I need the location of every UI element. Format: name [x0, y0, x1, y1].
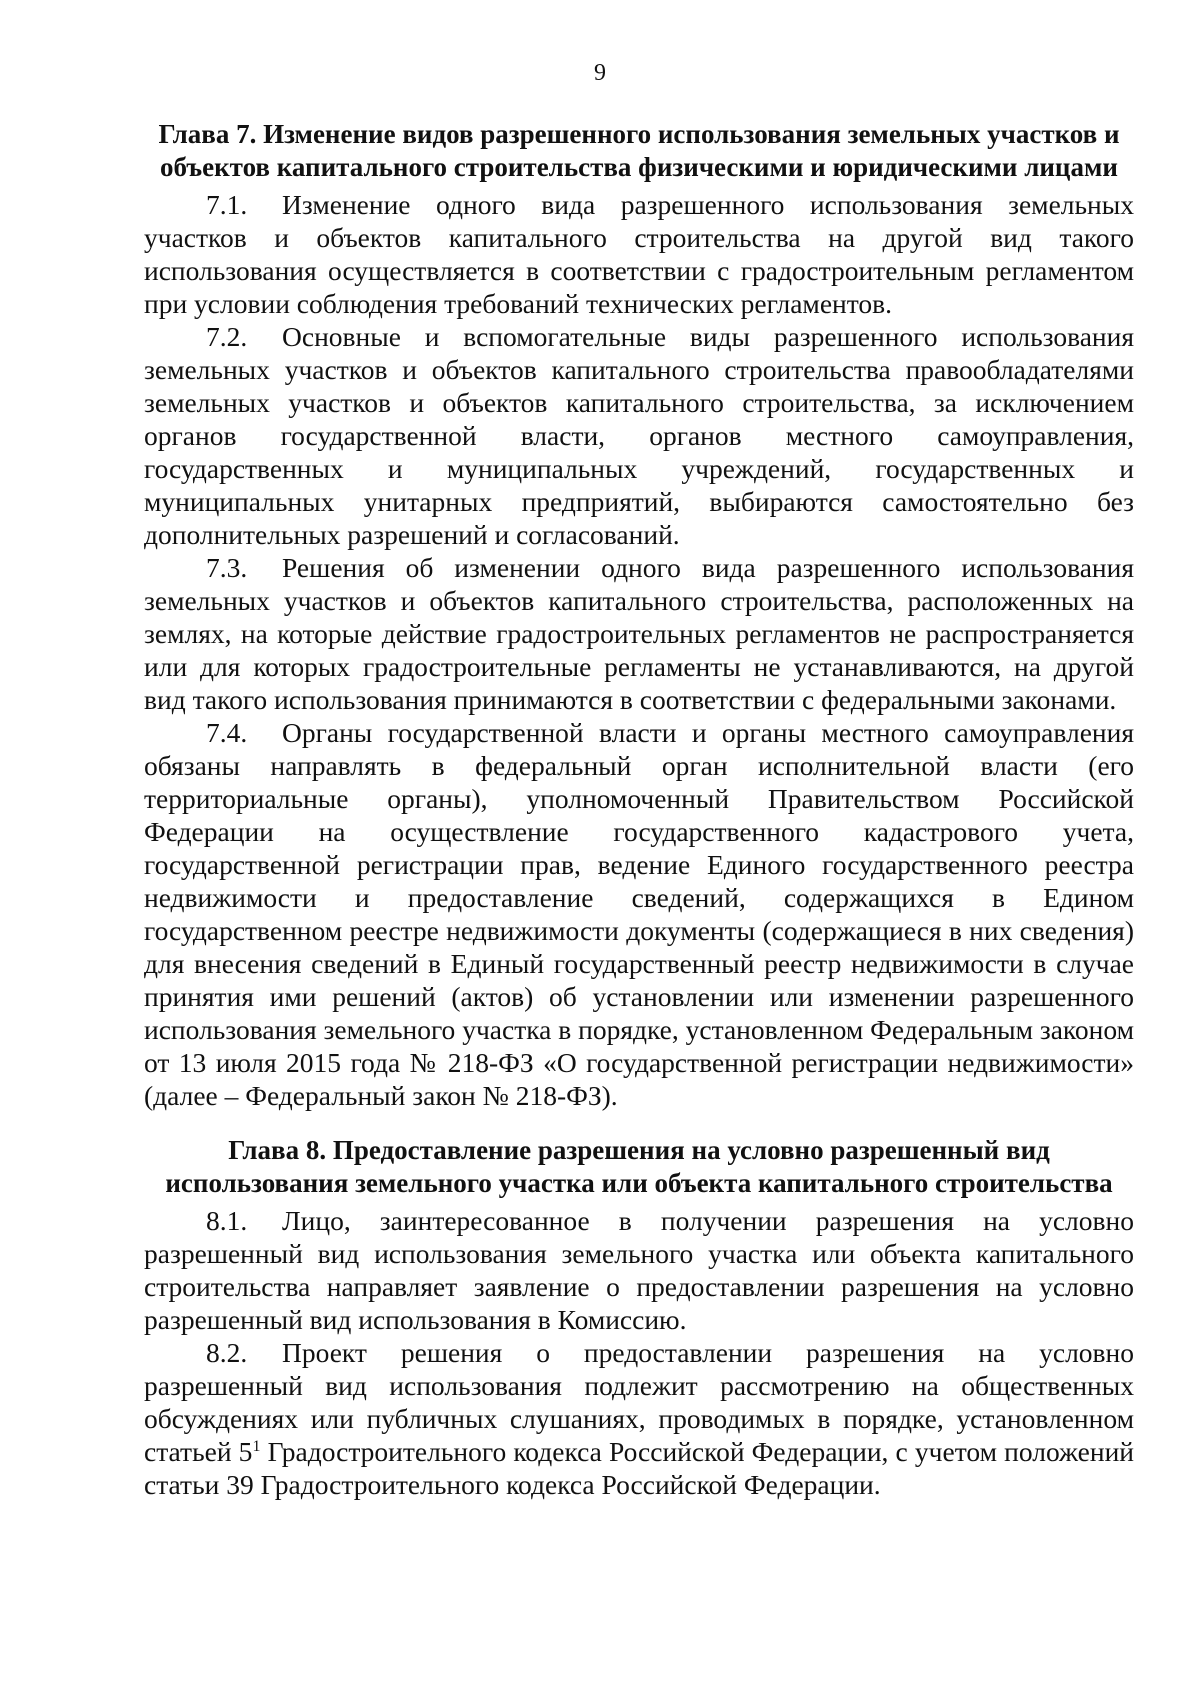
- paragraph-text-continued: Градостроительного кодекса Российской Федерации, с учетом положений статьи 39 Градостроительного кодекса Российской Федерации.: [144, 1436, 1134, 1500]
- paragraph-text: Лицо, заинтересованное в получении разрешения на условно разрешенный вид использования земельного участка или объекта капитального строительства направляет заявление о предоставлении разрешения на условно разрешенный вид использования в Комиссию.: [144, 1205, 1134, 1335]
- chapter-7-title: Глава 7. Изменение видов разрешенного использования земельных участков и объектов капитального строительства физическими и юридическими лицами: [158, 119, 1120, 182]
- paragraph-number: 7.1.: [206, 189, 248, 220]
- paragraph-7-3: [144, 551, 1134, 716]
- paragraph-text: Органы государственной власти и органы местного самоуправления обязаны направлять в федеральный орган исполнительной власти (его территориальные органы), уполномоченный Правительством Российской Федерации на осуществление государственного кадастрового учета, государственной регистрации прав, ведение Единого государственного реестра недвижимости и предоставление сведений, содержащихся в Едином государственном реестре недвижимости документы (содержащиеся в них сведения) для внесения сведений в Единый государственный реестр недвижимости в случае принятия ими решений (актов) об установлении или изменении разрешенного использования земельного участка в порядке, установленном Федеральным законом от 13 июля 2015 года № 218-ФЗ «О государственной регистрации недвижимости» (далее – Федеральный закон № 218-ФЗ).: [144, 717, 1134, 1111]
- paragraph-7-4: [144, 716, 1134, 1112]
- paragraph-8-1: [144, 1204, 1134, 1336]
- paragraph-text: Основные и вспомогательные виды разрешенного использования земельных участков и объектов капитального строительства правообладателями земельных участков и объектов капитального строительства, за исключением органов государственной власти, органов местного самоуправления, государственных и муниципальных учреждений, государственных и муниципальных унитарных предприятий, выбираются самостоятельно без дополнительных разрешений и согласований.: [144, 321, 1134, 550]
- paragraph-number: 7.3.: [206, 552, 248, 583]
- paragraph-7-2: [144, 320, 1134, 551]
- page-number: 9: [594, 60, 606, 86]
- document-body: [144, 118, 1134, 1501]
- paragraph-text: Решения об изменении одного вида разрешенного использования земельных участков и объектов капитального строительства, расположенных на землях, на которые действие градостроительных регламентов не распространяется или для которых градостроительные регламенты не устанавливаются, на другой вид такого использования принимаются в соответствии с федеральными законами.: [144, 552, 1134, 715]
- paragraph-number: 8.2.: [206, 1337, 248, 1368]
- paragraph-number: 7.4.: [206, 717, 248, 748]
- paragraph-number: 8.1.: [206, 1205, 248, 1236]
- paragraph-text: Проект решения о предоставлении разрешения на условно разрешенный вид использования подлежит рассмотрению на общественных обсуждениях или публичных слушаниях, проводимых в порядке, установленном статьей 5: [144, 1337, 1134, 1467]
- paragraph-7-1: [144, 188, 1134, 320]
- chapter-8-title: Глава 8. Предоставление разрешения на условно разрешенный вид использования земельного участка или объекта капитального строительства: [165, 1135, 1113, 1198]
- paragraph-8-2: [144, 1336, 1134, 1501]
- paragraph-text: Изменение одного вида разрешенного использования земельных участков и объектов капитального строительства на другой вид такого использования осуществляется в соответствии с градостроительным регламентом при условии соблюдения требований технических регламентов.: [144, 189, 1134, 319]
- paragraph-number: 7.2.: [206, 321, 248, 352]
- superscript: 1: [252, 1437, 261, 1455]
